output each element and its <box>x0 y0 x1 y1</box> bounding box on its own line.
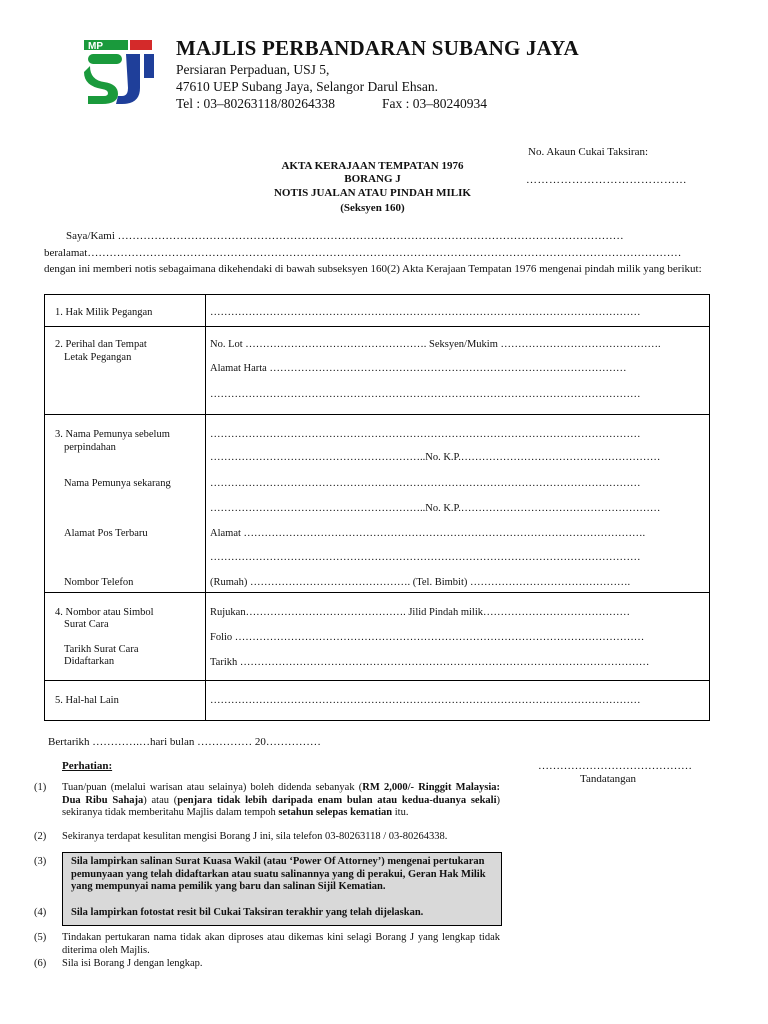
note-6: Sila isi Borang J dengan lengkap. <box>62 958 203 969</box>
r2-lot-field[interactable]: No. Lot ……………………………………………. Seksyen/Mukim ………………………………………. <box>210 339 661 350</box>
note-5-number: (5) <box>34 932 47 943</box>
r3-label: 3. Nama Pemunya sebelum <box>55 429 170 440</box>
notes-heading: Perhatian: <box>62 760 113 772</box>
note-3-number: (3) <box>34 856 47 867</box>
property-form-table <box>44 294 710 721</box>
note-3: Sila lampirkan salinan Surat Kuasa Wakil (atau ‘Power Of Attorney’) mengenai pertukaran pemunyaan yang telah didaftarkan atau suatu salinannya yang di perakui, Geran Hak Milik yang mempunyai nama pemilik yang baru dan salinan Sijil Kematian. <box>71 856 486 892</box>
r4-label-b: Surat Cara <box>64 619 109 630</box>
note-1-fine: RM 2,000/- Ringgit Malaysia: Dua Ribu Sahaja <box>62 782 500 806</box>
r2-label: 2. Perihal dan Tempat <box>55 339 147 350</box>
r3-current-owner-field[interactable]: …………………………………………………………………………………………………………… <box>210 478 641 489</box>
note-2-number: (2) <box>34 831 47 842</box>
note-1 <box>62 782 500 820</box>
note-2: Sekiranya terdapat kesulitan mengisi Borang J ini, sila telefon 03-80263118 / 03-80264338. <box>62 831 448 842</box>
r3-label-b: perpindahan <box>64 442 116 453</box>
note-1-g: itu. <box>392 807 409 818</box>
logo-text-top: MP <box>88 41 103 52</box>
r4-label-d: Didaftarkan <box>64 656 115 667</box>
title-section: (Seksyen 160) <box>340 202 405 214</box>
note-1-jail: penjara tidak lebih daripada enam bulan atau kedua-duanya sekali <box>177 794 497 806</box>
r4-label: 4. Nombor atau Simbol <box>55 607 154 618</box>
note-1-a: Tuan/puan (melalui warisan atau selainya) boleh didenda sebanyak ( <box>62 782 363 793</box>
bertarikh-field[interactable]: Bertarikh ………….…hari bulan …………… 20…………… <box>48 736 321 748</box>
attachment-notice-box <box>62 852 502 926</box>
r3-address-field[interactable]: Alamat ……………………………………………………………………………………………………. <box>210 528 646 539</box>
r4-rujukan-field[interactable]: Rujukan………………………………………. Jilid Pindah milik…………………………………… <box>210 607 631 618</box>
account-label: No. Akaun Cukai Taksiran: <box>528 146 649 158</box>
note-1-number: (1) <box>34 782 47 793</box>
r3-label-current: Nama Pemunya sekarang <box>64 478 171 489</box>
r4-label-c: Tarikh Surat Cara <box>64 644 139 655</box>
address-line-2: 47610 UEP Subang Jaya, Selangor Darul Ehsan. <box>176 79 438 94</box>
beralamat-field[interactable]: beralamat……………………………………………………………………………………………………………………………………………… <box>44 247 682 259</box>
r2-extra-field[interactable]: …………………………………………………………………………………………………………… <box>210 389 641 400</box>
account-field[interactable]: …………………………………… <box>526 174 687 186</box>
r3-address-extra-field[interactable]: …………………………………………………………………………………………………………… <box>210 552 641 563</box>
r3-phone-field[interactable]: (Rumah) ………………………………………. (Tel. Bimbit) ………………………………………. <box>210 577 631 588</box>
title-notice: NOTIS JUALAN ATAU PINDAH MILIK <box>273 187 471 199</box>
notice-text: dengan ini memberi notis sebagaimana dikehendaki di bawah subseksyen 160(2) Akta Kerajaan Tempatan 1976 mengenai pindah milik yang berikut: <box>44 263 702 275</box>
r5-label: 5. Hal-hal Lain <box>55 695 119 706</box>
r3-label-phone: Nombor Telefon <box>64 577 134 588</box>
saya-field[interactable]: Saya/Kami ………………………………………………………………………………………………………………………… <box>66 230 624 242</box>
title-form: BORANG J <box>344 173 401 185</box>
r5-field[interactable]: …………………………………………………………………………………………………………… <box>210 695 641 706</box>
tel: Tel : 03–80263118/80264338 <box>176 96 336 111</box>
signature-label: Tandatangan <box>580 773 637 785</box>
org-name: MAJLIS PERBANDARAN SUBANG JAYA <box>176 36 579 60</box>
note-5: Tindakan pertukaran nama tidak akan diproses atau dikemas kini selagi Borang J yang lengkap tidak diterima oleh Majlis. <box>62 932 500 956</box>
r2-alamat-field[interactable]: Alamat Harta ………………………………………………………………………………………… <box>210 363 627 374</box>
address-line-1: Persiaran Perpaduan, USJ 5, <box>176 62 330 77</box>
r2-label-b: Letak Pegangan <box>64 352 132 363</box>
r4-tarikh-field[interactable]: Tarikh ……………………………………………………………………………………………………… <box>210 657 650 668</box>
title-act: AKTA KERAJAAN TEMPATAN 1976 <box>281 160 464 172</box>
note-4-number: (4) <box>34 907 47 918</box>
r4-folio-field[interactable]: Folio ……………………………………………………………………………………………………… <box>210 632 645 643</box>
r1-label: 1. Hak Milik Pegangan <box>55 307 153 318</box>
r3-label-address: Alamat Pos Terbaru <box>64 528 148 539</box>
r1-field[interactable]: …………………………………………………………………………………………………………… <box>210 307 641 318</box>
note-6-number: (6) <box>34 958 47 969</box>
fax: Fax : 03–80240934 <box>382 96 488 111</box>
note-1-e: ) sekiranya tidak memberitahu Majlis dalam tempoh <box>62 794 500 818</box>
mpsj-logo <box>82 38 160 106</box>
signature-field[interactable]: …………………………………… <box>538 760 692 772</box>
r3-prev-owner-field[interactable]: …………………………………………………………………………………………………………… <box>210 429 641 440</box>
note-4: Sila lampirkan fotostat resit bil Cukai Taksiran terakhir yang telah dijelaskan. <box>71 907 424 918</box>
note-1-c: ) atau ( <box>143 794 178 806</box>
r3-prev-kp-field[interactable]: ……………………………………………………..No. K.P.………………………………………………… <box>210 452 661 463</box>
note-1-period: setahun selepas kematian <box>278 807 393 818</box>
r3-current-kp-field[interactable]: ……………………………………………………..No. K.P.………………………………………………… <box>210 503 661 514</box>
